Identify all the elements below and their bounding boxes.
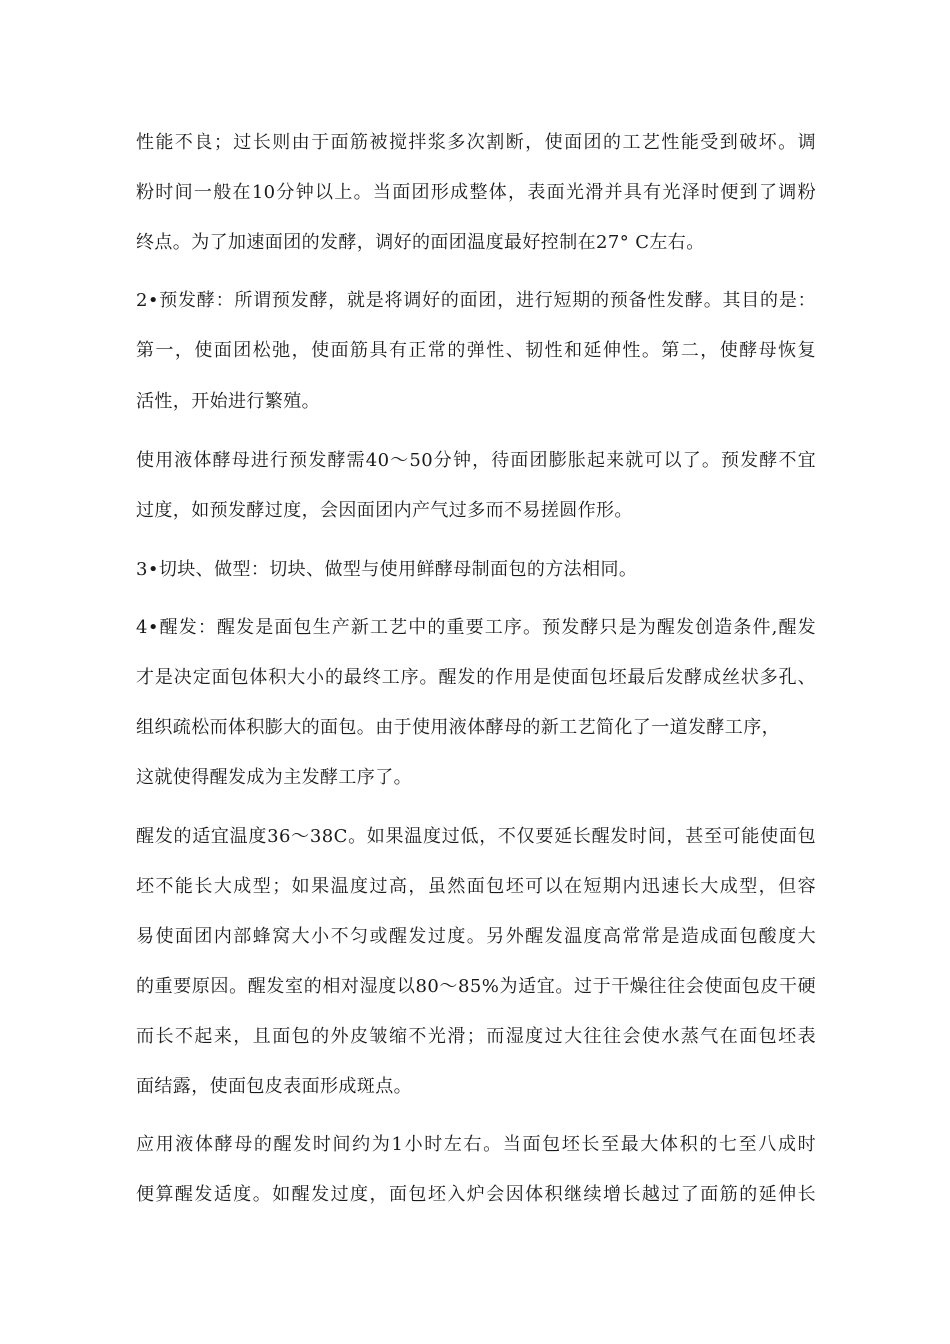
text-line: 面结露，使面包皮表面形成斑点。 [136, 1076, 412, 1097]
text-line: 坯不能长大成型；如果温度过高，虽然面包坯可以在短期内迅速长大成型，但容 [136, 876, 816, 897]
text-line: 使用液体酵母进行预发酵需40〜50分钟，待面团膨胀起来就可以了。预发酵不宜 [136, 450, 816, 471]
text-line: 2•预发酵：所谓预发酵，就是将调好的面团，进行短期的预备性发酵。其目的是： [136, 290, 816, 311]
text-line: 的重要原因。醒发室的相对湿度以80〜85%为适宜。过于干燥往往会使面包皮干硬 [136, 976, 816, 997]
text-line: 而长不起来，且面包的外皮皱缩不光滑；而湿度过大往往会使水蒸气在面包坯表 [136, 1026, 816, 1047]
text-line: 这就使得醒发成为主发酵工序了。 [136, 767, 412, 788]
text-line: 醒发的适宜温度36〜38C。如果温度过低，不仅要延长醒发时间，甚至可能使面包 [136, 826, 816, 847]
text-line: 过度，如预发酵过度，会因面团内产气过多而不易搓圆作形。 [136, 500, 633, 521]
text-line: 终点。为了加速面团的发酵，调好的面团温度最好控制在27° C左右。 [136, 232, 705, 253]
text-line: 性能不良；过长则由于面筋被搅拌浆多次割断，使面团的工艺性能受到破坏。调 [136, 132, 816, 153]
text-line: 易使面团内部蜂窝大小不匀或醒发过度。另外醒发温度高常常是造成面包酸度大 [136, 926, 816, 947]
text-line: 3•切块、做型：切块、做型与使用鲜酵母制面包的方法相同。 [136, 559, 638, 580]
text-line: 组织疏松而体积膨大的面包。由于使用液体酵母的新工艺简化了一道发酵工序， [136, 717, 780, 738]
text-line: 便算醒发适度。如醒发过度，面包坯入炉会因体积继续增长越过了面筋的延伸长 [136, 1184, 816, 1205]
text-line: 4•醒发：醒发是面包生产新工艺中的重要工序。预发酵只是为醒发创造条件,醒发 [136, 617, 816, 638]
text-line: 才是决定面包体积大小的最终工序。醒发的作用是使面包坯最后发酵成丝状多孔、 [136, 667, 816, 688]
text-line: 活性，开始进行繁殖。 [136, 391, 320, 412]
text-line: 应用液体酵母的醒发时间约为1小时左右。当面包坯长至最大体积的七至八成时 [136, 1134, 816, 1155]
text-line: 粉时间一般在10分钟以上。当面团形成整体，表面光滑并具有光泽时便到了调粉 [136, 182, 816, 203]
text-line: 第一，使面团松弛，使面筋具有正常的弹性、韧性和延伸性。第二，使酵母恢复 [136, 340, 816, 361]
